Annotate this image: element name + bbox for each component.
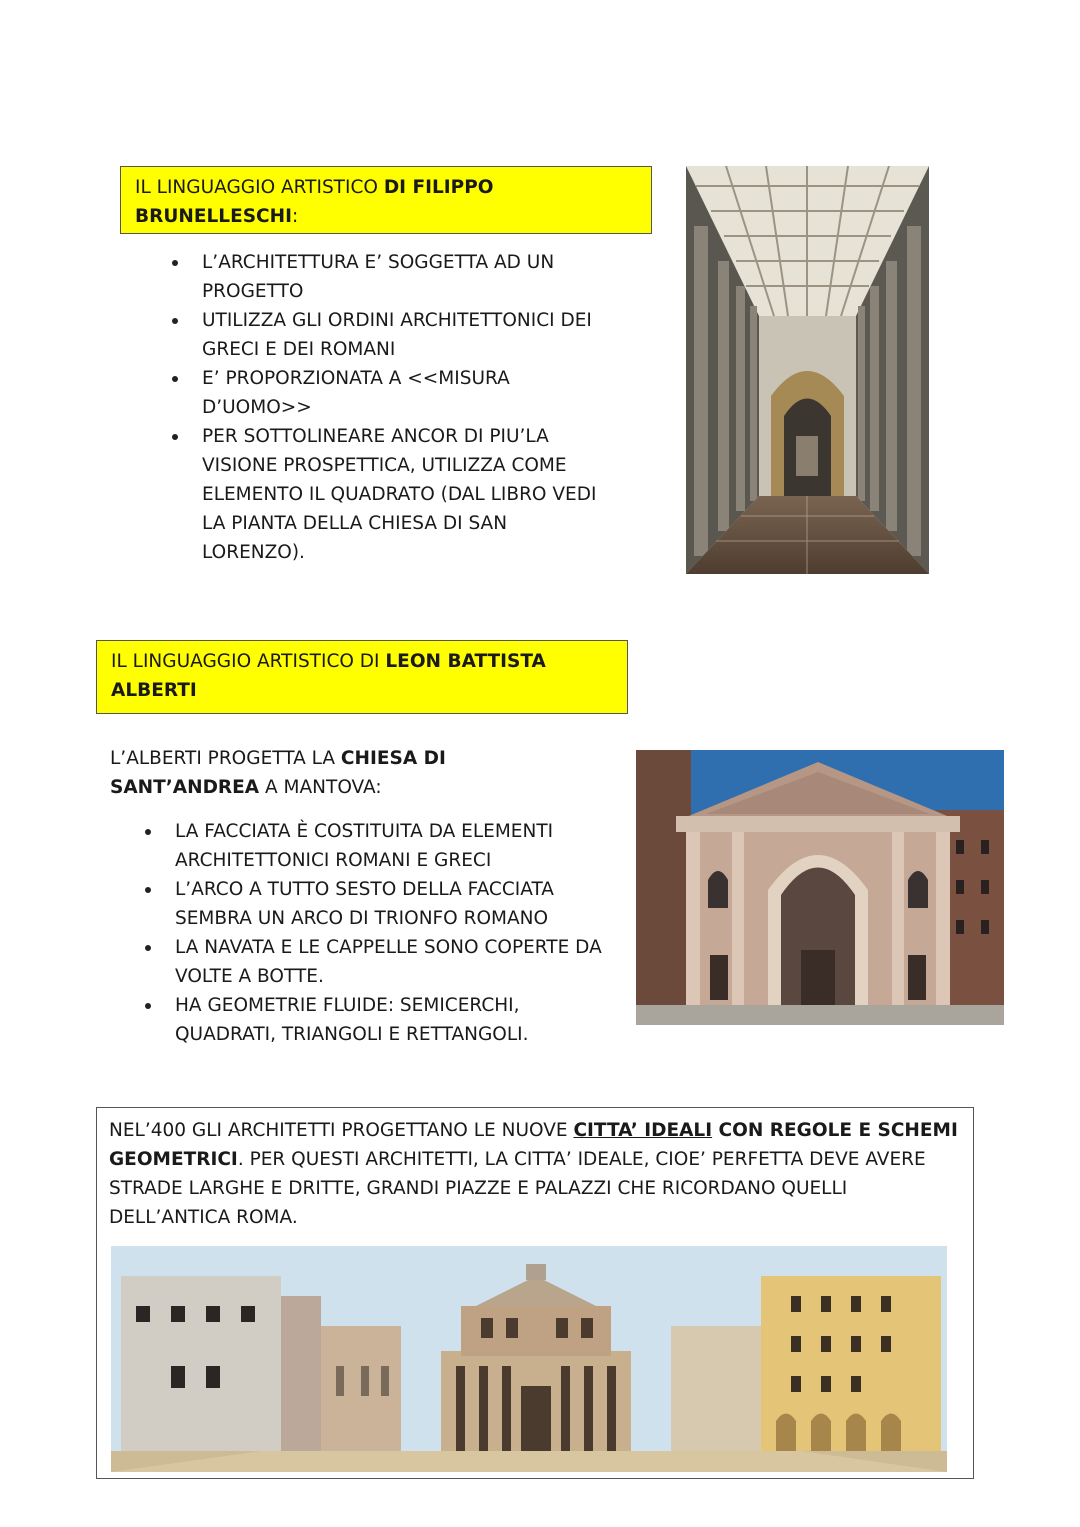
sant-andrea-facade-image (636, 750, 1004, 1025)
text-part: . PER QUESTI ARCHITETTI, LA CITTA’ IDEALE, CIOE’ PERFETTA DEVE AVERE STRADE LARGHE E DRITTE, GRANDI PIAZZE E PALAZZI CHE RICORDANO QUELLI DELL’ANTICA ROMA. (109, 1149, 926, 1228)
text-part: NEL’400 GLI ARCHITETTI PROGETTANO LE NUOVE (109, 1120, 574, 1141)
heading-bold: LEON BATTISTA ALBERTI (111, 651, 546, 701)
intro-bold: CHIESA DI SANT’ANDREA (110, 748, 446, 798)
bold-part: CON REGOLE E SCHEMI GEOMETRICI (109, 1120, 958, 1170)
brunelleschi-heading-box (120, 166, 652, 234)
intro-tail: A MANTOVA: (259, 777, 382, 798)
citta-ideali-box (96, 1107, 974, 1479)
heading-text: IL LINGUAGGIO ARTISTICO (135, 177, 384, 198)
alberti-intro (110, 744, 500, 802)
list-item: L’ARCHITETTURA E’ SOGGETTA AD UN PROGETTO (202, 248, 612, 306)
heading-colon: : (291, 206, 299, 227)
heading-text: IL LINGUAGGIO ARTISTICO DI (111, 651, 386, 672)
list-item: PER SOTTOLINEARE ANCOR DI PIU’LA VISIONE PROSPETTICA, UTILIZZA COME ELEMENTO IL QUADRATO (DAL LIBRO VEDI LA PIANTA DELLA CHIESA DI SAN LORENZO). (202, 422, 612, 567)
brunelleschi-list (202, 248, 612, 567)
list-item: L’ARCO A TUTTO SESTO DELLA FACCIATA SEMBRA UN ARCO DI TRIONFO ROMANO (175, 875, 605, 933)
list-item: LA NAVATA E LE CAPPELLE SONO COPERTE DA VOLTE A BOTTE. (175, 933, 605, 991)
alberti-heading-box (96, 640, 628, 714)
ideal-city-painting-image (111, 1246, 947, 1472)
list-item: HA GEOMETRIE FLUIDE: SEMICERCHI, QUADRATI, TRIANGOLI E RETTANGOLI. (175, 991, 605, 1049)
list-item: E’ PROPORZIONATA A <<MISURA D’UOMO>> (202, 364, 612, 422)
list-item: UTILIZZA GLI ORDINI ARCHITETTONICI DEI GRECI E DEI ROMANI (202, 306, 612, 364)
citta-ideali-term: CITTA’ IDEALI (573, 1120, 713, 1141)
list-item: LA FACCIATA È COSTITUITA DA ELEMENTI ARCHITETTONICI ROMANI E GRECI (175, 817, 605, 875)
heading-bold: DI FILIPPO BRUNELLESCHI (135, 177, 494, 227)
citta-ideali-text (109, 1116, 959, 1232)
alberti-list (175, 817, 605, 1049)
intro-text: L’ALBERTI PROGETTA LA (110, 748, 341, 769)
san-lorenzo-nave-image (686, 166, 929, 574)
